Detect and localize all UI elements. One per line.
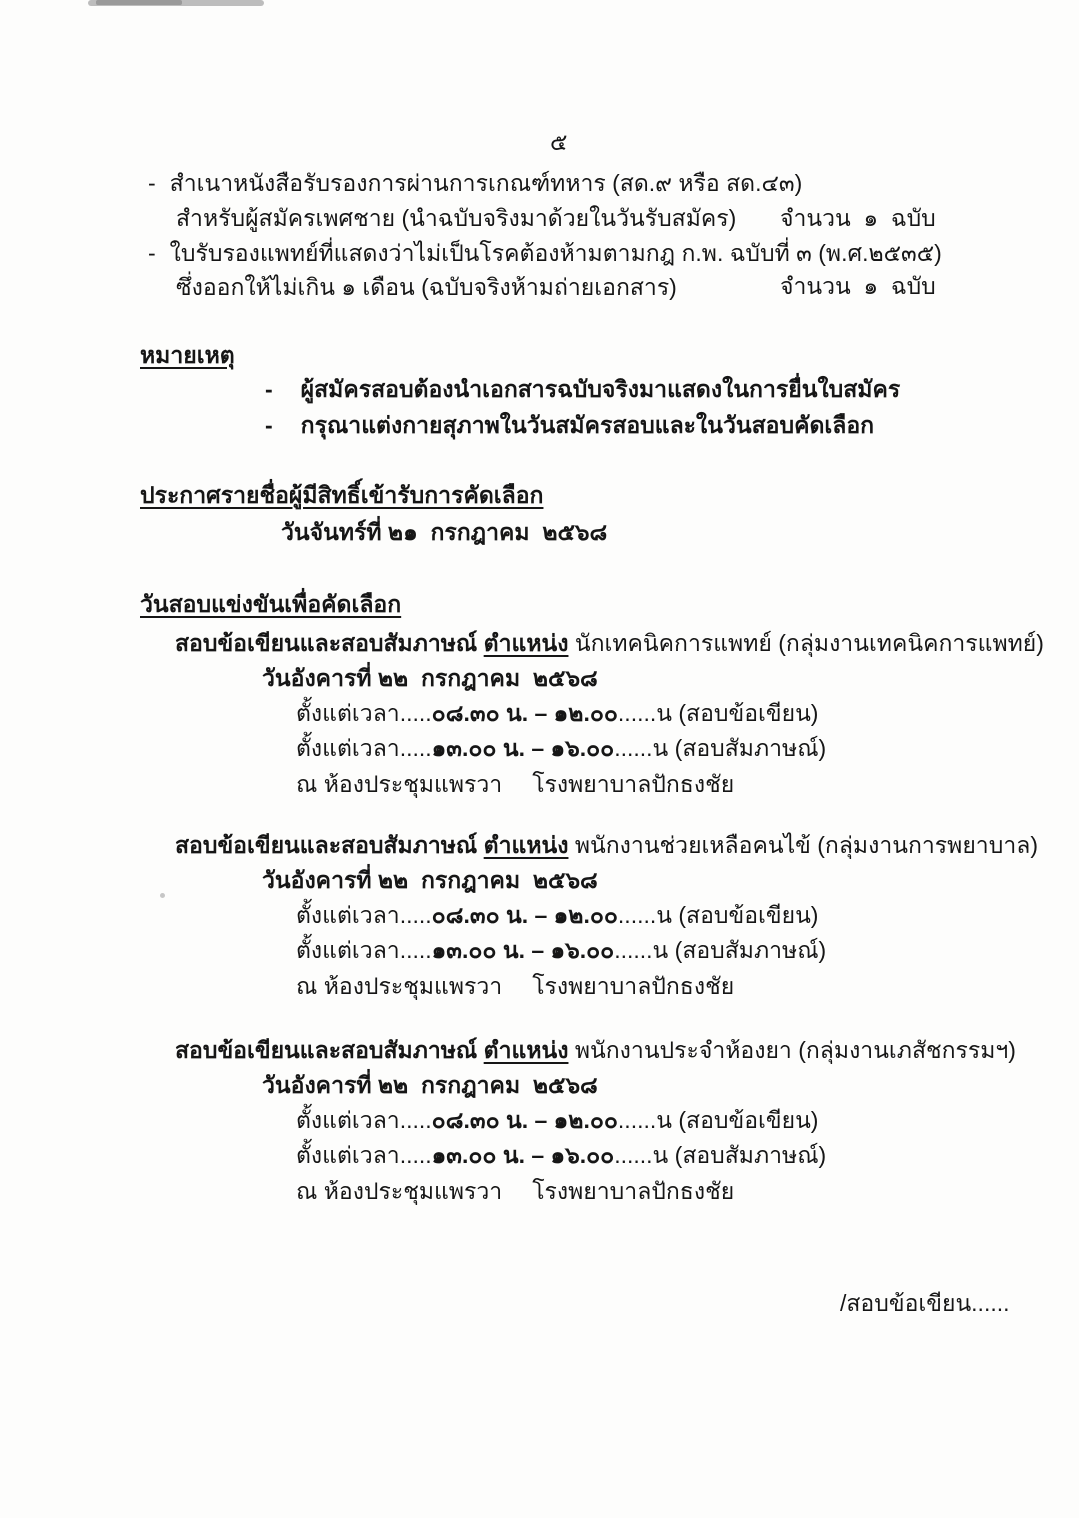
time-range: ๑๓.๐๐ น. – ๑๖.๐๐ [431, 937, 615, 963]
venue-room: ณ ห้องประชุมแพรวา [296, 1178, 503, 1204]
time-suffix: ......น (สอบสัมภาษณ์) [614, 1142, 827, 1168]
session-1-venue [296, 770, 734, 799]
time-suffix: ......น (สอบข้อเขียน) [617, 700, 819, 726]
scan-speck [160, 893, 165, 898]
session-3-time-written [296, 1106, 818, 1135]
note-text: กรุณาแต่งกายสุภาพในวันสมัครสอบและในวันสอบคัดเลือก [300, 412, 875, 438]
venue-hospital: โรงพยาบาลปักธงชัย [532, 771, 735, 797]
session-title-lead: สอบข้อเขียนและสอบสัมภาษณ์ [175, 832, 478, 858]
doc-item-2-count: จำนวน ๑ ฉบับ [780, 273, 936, 299]
session-1-time-written [296, 699, 818, 728]
time-prefix: ตั้งแต่เวลา..... [296, 700, 432, 726]
venue-hospital: โรงพยาบาลปักธงชัย [532, 1178, 735, 1204]
time-suffix: ......น (สอบสัมภาษณ์) [614, 735, 827, 761]
session-1-date: วันอังคารที่ ๒๒ กรกฎาคม ๒๕๖๘ [262, 665, 598, 691]
doc-item-2-line-1 [148, 239, 942, 268]
time-prefix: ตั้งแต่เวลา..... [296, 1142, 432, 1168]
announcement-date: วันจันทร์ที่ ๒๑ กรกฎาคม ๒๕๖๘ [281, 519, 608, 545]
scan-artifact-top-left-dark [96, 0, 182, 5]
page-number: ๕ [550, 129, 568, 155]
time-suffix: ......น (สอบข้อเขียน) [617, 902, 819, 928]
position-label: ตำแหน่ง [483, 1037, 569, 1063]
venue-room: ณ ห้องประชุมแพรวา [296, 771, 503, 797]
note-item-2 [265, 411, 874, 440]
session-title-lead: สอบข้อเขียนและสอบสัมภาษณ์ [175, 1037, 478, 1063]
session-1-time-interview [296, 734, 826, 763]
time-range: ๑๓.๐๐ น. – ๑๖.๐๐ [431, 735, 615, 761]
session-2-venue [296, 972, 734, 1001]
session-3-title [175, 1036, 1016, 1065]
doc-item-text: สำเนาหนังสือรับรองการผ่านการเกณฑ์ทหาร (สด.๙ หรือ สด.๔๓) [169, 170, 803, 196]
position-name: พนักงานช่วยเหลือคนไข้ (กลุ่มงานการพยาบาล) [574, 832, 1038, 858]
session-title-lead: สอบข้อเขียนและสอบสัมภาษณ์ [175, 630, 478, 656]
dash-bullet: - [265, 412, 273, 438]
position-label: ตำแหน่ง [483, 630, 569, 656]
time-range: ๐๘.๓๐ น. – ๑๒.๐๐ [431, 700, 618, 726]
time-range: ๐๘.๓๐ น. – ๑๒.๐๐ [431, 1107, 618, 1133]
exam-day-heading: วันสอบแข่งขันเพื่อคัดเลือก [140, 591, 402, 617]
venue-room: ณ ห้องประชุมแพรวา [296, 973, 503, 999]
session-2-time-interview [296, 936, 826, 965]
time-prefix: ตั้งแต่เวลา..... [296, 937, 432, 963]
time-range: ๑๓.๐๐ น. – ๑๖.๐๐ [431, 1142, 615, 1168]
notes-heading: หมายเหตุ [140, 342, 235, 368]
doc-item-1-line-2: สำหรับผู้สมัครเพศชาย (นำฉบับจริงมาด้วยในวันรับสมัคร) [176, 205, 737, 231]
session-3-time-interview [296, 1141, 826, 1170]
session-3-date: วันอังคารที่ ๒๒ กรกฎาคม ๒๕๖๘ [262, 1072, 598, 1098]
time-range: ๐๘.๓๐ น. – ๑๒.๐๐ [431, 902, 618, 928]
position-name: พนักงานประจำห้องยา (กลุ่มงานเภสัชกรรมฯ) [574, 1037, 1016, 1063]
session-2-date: วันอังคารที่ ๒๒ กรกฎาคม ๒๕๖๘ [262, 867, 598, 893]
dash-bullet: - [265, 376, 273, 402]
time-prefix: ตั้งแต่เวลา..... [296, 902, 432, 928]
time-suffix: ......น (สอบข้อเขียน) [617, 1107, 819, 1133]
dash-bullet: - [148, 240, 156, 266]
doc-item-1-count: จำนวน ๑ ฉบับ [780, 205, 936, 231]
time-prefix: ตั้งแต่เวลา..... [296, 1107, 432, 1133]
note-item-1 [265, 375, 900, 404]
session-1-title [175, 629, 1044, 658]
doc-item-2-line-2: ซึ่งออกให้ไม่เกิน ๑ เดือน (ฉบับจริงห้ามถ่ายเอกสาร) [176, 274, 677, 300]
doc-item-text: ใบรับรองแพทย์ที่แสดงว่าไม่เป็นโรคต้องห้ามตามกฎ ก.พ. ฉบับที่ ๓ (พ.ศ.๒๕๓๕) [169, 240, 942, 266]
session-2-title [175, 831, 1038, 860]
dash-bullet: - [148, 170, 156, 196]
position-label: ตำแหน่ง [483, 832, 569, 858]
session-3-venue [296, 1177, 734, 1206]
venue-hospital: โรงพยาบาลปักธงชัย [532, 973, 735, 999]
position-name: นักเทคนิคการแพทย์ (กลุ่มงานเทคนิคการแพทย์) [574, 630, 1044, 656]
time-prefix: ตั้งแต่เวลา..... [296, 735, 432, 761]
doc-item-1-line-1 [148, 169, 802, 198]
announcement-heading: ประกาศรายชื่อผู้มีสิทธิ์เข้ารับการคัดเลือก [140, 482, 544, 508]
note-text: ผู้สมัครสอบต้องนำเอกสารฉบับจริงมาแสดงในการยื่นใบสมัคร [300, 376, 901, 402]
time-suffix: ......น (สอบสัมภาษณ์) [614, 937, 827, 963]
page-footer-continuation: /สอบข้อเขียน...... [840, 1290, 1010, 1316]
session-2-time-written [296, 901, 818, 930]
